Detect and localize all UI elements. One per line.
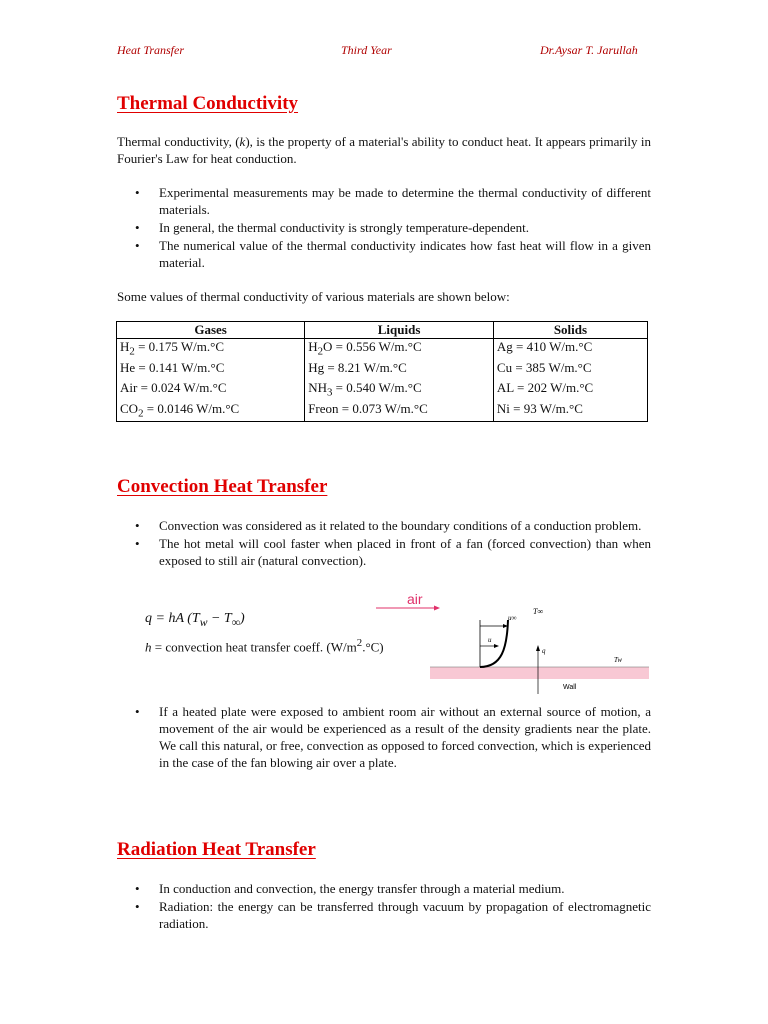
header-year: Third Year (341, 43, 392, 57)
header-author: Dr.Aysar T. Jarullah (540, 43, 638, 57)
thermal-bullet-list (117, 184, 651, 272)
table-cell: AL = 202 W/m.°C (496, 380, 594, 396)
bullet-icon: • (135, 899, 140, 914)
bullet-icon: • (135, 518, 140, 533)
list-item: • In conduction and convection, the energy transfer through a material medium. (135, 881, 565, 896)
thermal-conductivity-heading: Thermal Conductivity (117, 93, 299, 114)
wall-label: Wall (563, 684, 577, 691)
convection-bullet-list (117, 517, 651, 570)
table-cell: Ni = 93 W/m.°C (496, 400, 583, 416)
bullet-icon: • (135, 238, 140, 253)
convection-bullet-list-2 (117, 703, 651, 772)
bullet-icon: • (135, 185, 140, 200)
table-row (117, 339, 648, 422)
table-cell: He = 0.141 W/m.°C (120, 359, 225, 375)
table-cell: $H_2O = 0.556$ W/m.°C (308, 339, 422, 358)
table-cell: $CO_2 = 0.0146$ W/m.°C (120, 400, 240, 420)
u-infinity-label: u∞ (508, 614, 517, 622)
t-wall-label: Tw (614, 656, 623, 664)
table-header-gases: Gases (117, 322, 305, 339)
table-cell: Ag = 410 W/m.°C (496, 339, 593, 354)
table-cell: Freon = 0.073 W/m.°C (308, 400, 428, 416)
list-item: • The numerical value of the thermal conductivity indicates how fast heat will flow in a given material. (135, 238, 651, 270)
list-item: • Radiation: the energy can be transferred through vacuum by propagation of electromagnetic radiation. (135, 899, 651, 931)
bullet-icon: • (135, 536, 140, 551)
table-cell: Air = 0.024 W/m.°C (120, 380, 227, 396)
table-intro: Some values of thermal conductivity of various materials are shown below: (117, 289, 510, 304)
t-infinity-label: T∞ (533, 607, 544, 616)
air-label: air (407, 591, 423, 607)
bullet-icon: • (135, 881, 140, 896)
conductivity-table (116, 321, 648, 422)
table-cell: Cu = 385 W/m.°C (496, 359, 592, 375)
q-label: q (542, 647, 546, 655)
list-item: • Experimental measurements may be made to determine the thermal conductivity of different materials. (135, 185, 651, 217)
list-item: • If a heated plate were exposed to ambient room air without an external source of motion, a movement of the air would be experienced as a result of the density gradients near the plate. We call this natural, or free, convection as opposed to forced convection, which is experienced in the case of the fan blowing air over a plate. (135, 704, 651, 770)
list-item: • The hot metal will cool faster when placed in front of a fan (forced convection) than when exposed to still air (natural convection). (135, 536, 651, 568)
bullet-icon: • (135, 220, 140, 235)
table-cell: Hg = 8.21 W/m.°C (308, 359, 407, 375)
radiation-heading: Radiation Heat Transfer (117, 839, 316, 860)
table-header-row (117, 322, 648, 339)
convection-coefficient-definition: h = convection heat transfer coeff. $(W/m^2.^\circ C)$ (145, 637, 384, 655)
table-cell: $H_2 = 0.175$ W/m.°C (120, 339, 225, 358)
wall-plate (430, 667, 649, 679)
convection-formula: q = hA $(T_w - T_\infty)$ (145, 611, 245, 629)
boundary-layer-figure (407, 590, 652, 696)
bullet-icon: • (135, 704, 140, 719)
list-item: • Convection was considered as it related to the boundary conditions of a conduction problem. (135, 518, 642, 533)
radiation-bullet-list (117, 880, 651, 933)
table-header-liquids: Liquids (305, 322, 494, 339)
thermal-intro-paragraph: Thermal conductivity, (k), is the property of a material's ability to conduct heat. It appears primarily in Fourier's Law for heat conduction. (117, 134, 651, 166)
list-item: • In general, the thermal conductivity is strongly temperature-dependent. (135, 220, 530, 235)
solids-column (493, 339, 647, 422)
table-header-solids: Solids (493, 322, 647, 339)
air-arrow-icon (434, 606, 440, 611)
u-label: u (488, 636, 492, 644)
liquids-column (305, 339, 494, 422)
gases-column (117, 339, 305, 422)
header-course: Heat Transfer (117, 43, 185, 57)
table-cell: $NH_3 = 0.540$ W/m.°C (308, 380, 422, 399)
convection-heading: Convection Heat Transfer (117, 476, 328, 497)
